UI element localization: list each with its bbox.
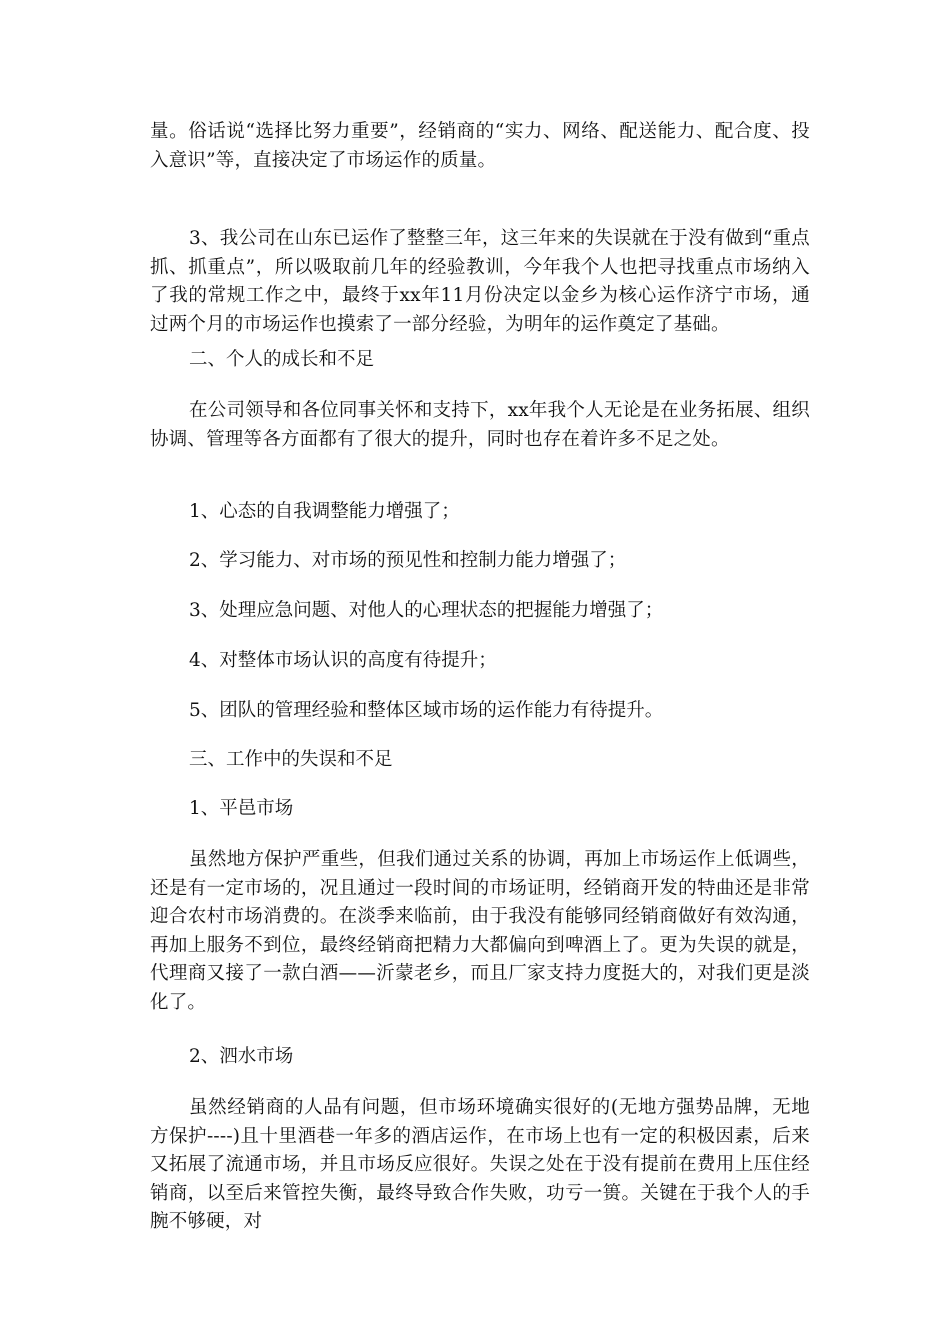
list-item: 4、对整体市场认识的高度有待提升；	[189, 650, 497, 671]
paragraph-pingyi-market: 虽然地方保护严重些，但我们通过关系的协调，再加上市场运作上低调些，还是有一定市场的，况且通过一段时间的市场证明，经销商开发的特曲还是非常迎合农村市场消费的。在淡季来临前，由于我没有能够同经销商做好有效沟通，再加上服务不到位，最终经销商把精力大都偏向到啤酒上了。更为失误的就是，代理商又接了一款白酒——沂蒙老乡，而且厂家支持力度挺大的，对我们更是淡化了。	[150, 849, 810, 1013]
section-heading-3: 三、工作中的失误和不足	[189, 749, 393, 770]
list-item: 1、心态的自我调整能力增强了；	[189, 501, 460, 522]
list-item: 3、处理应急问题、对他人的心理状态的把握能力增强了；	[189, 600, 664, 621]
paragraph-continuation: 量。俗话说“选择比努力重要”，经销商的“实力、网络、配送能力、配合度、投入意识”等，直接决定了市场运作的质量。	[150, 121, 810, 171]
section-heading-2: 二、个人的成长和不足	[189, 349, 375, 370]
paragraph-point-3: 3、我公司在山东已运作了整整三年，这三年来的失误就在于没有做到“重点抓、抓重点”，所以吸取前几年的经验教训，今年我个人也把寻找重点市场纳入了我的常规工作之中，最终于xx年11月份决定以金乡为核心运作济宁市场，通过两个月的市场运作也摸索了一部分经验，为明年的运作奠定了基础。	[150, 228, 810, 335]
subheading-sishui-market: 2、泗水市场	[189, 1046, 294, 1067]
paragraph-growth: 在公司领导和各位同事关怀和支持下，xx年我个人无论是在业务拓展、组织协调、管理等各方面都有了很大的提升，同时也存在着许多不足之处。	[150, 400, 810, 450]
list-item: 5、团队的管理经验和整体区域市场的运作能力有待提升。	[189, 700, 664, 721]
list-item: 2、学习能力、对市场的预见性和控制力能力增强了；	[189, 550, 627, 571]
subheading-pingyi-market: 1、平邑市场	[189, 798, 294, 819]
paragraph-sishui-market: 虽然经销商的人品有问题，但市场环境确实很好的(无地方强势品牌，无地方保护----)且十里酒巷一年多的酒店运作，在市场上也有一定的积极因素，后来又拓展了流通市场，并且市场反应很好。失误之处在于没有提前在费用上压住经销商，以至后来管控失衡，最终导致合作失败，功亏一篑。关键在于我个人的手腕不够硬，对	[150, 1097, 810, 1232]
